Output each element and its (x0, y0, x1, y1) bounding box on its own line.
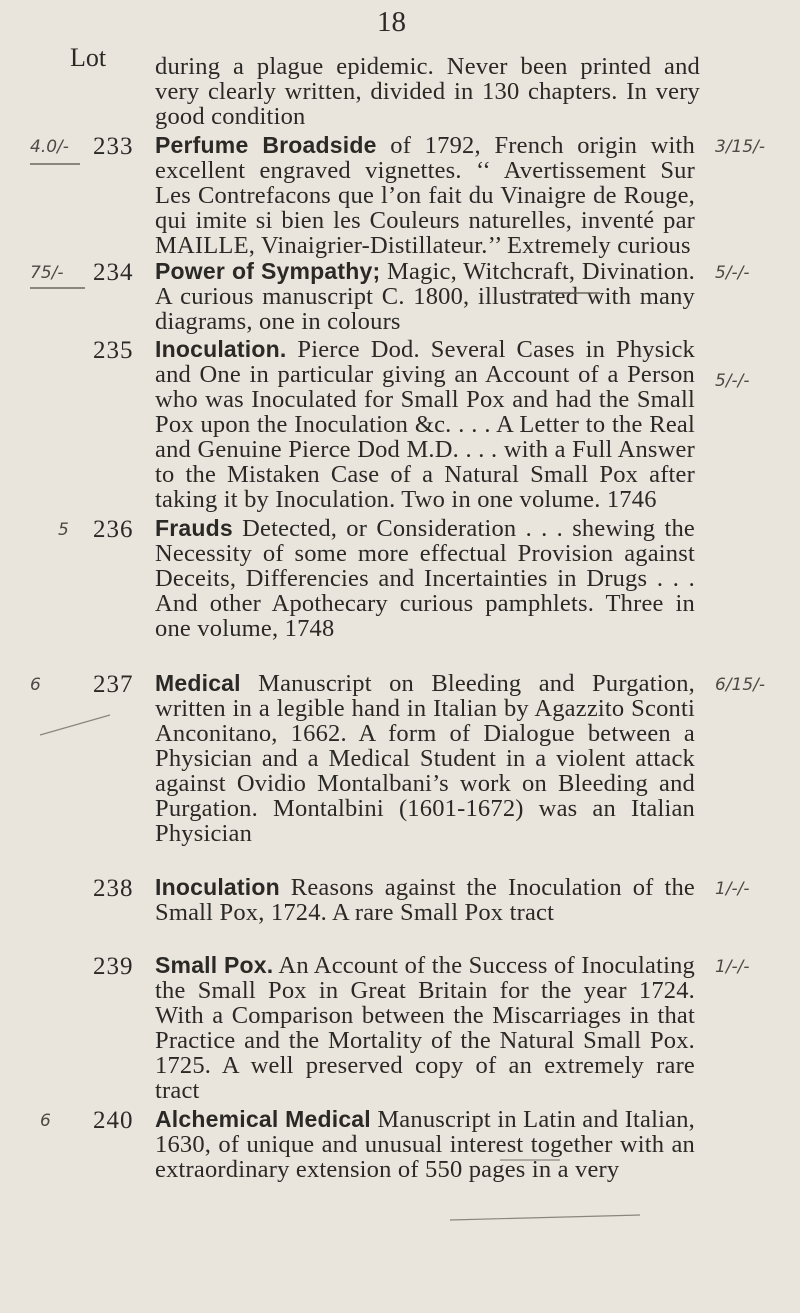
entry-body: Alchemical Medical Manuscript in Latin and Italian, 1630, of unique and unusual interest together with an extraordinary extension of 550 pages in a very (155, 1106, 695, 1183)
lot-column-label: Lot (70, 43, 107, 72)
entry-title: Small Pox. (155, 952, 274, 978)
price-note-left: 4.0/- (30, 137, 69, 157)
entry-body: Inoculation Reasons against the Inoculation of the Small Pox, 1724. A rare Small Pox tract (155, 874, 695, 926)
price-note-right: 1/-/- (715, 957, 750, 977)
lot-number: 234 (93, 259, 134, 286)
price-note-right: 3/15/- (715, 137, 766, 157)
entry-body: Frauds Detected, or Consideration . . . shewing the Necessity of some more effectual Provision against Deceits, Differencies and Incertainties in Drugs . . . And other Apothecary curious pamphlets. Three in one volume, 1748 (155, 515, 695, 642)
lot-number: 239 (93, 953, 134, 980)
lot-number: 237 (93, 671, 134, 698)
lot-number: 233 (93, 133, 134, 160)
entry-body: Perfume Broadside of 1792, French origin with excellent engraved vignettes. ‘‘ Avertissement Sur Les Contrefacons que l’on fait du Vinaigre de Rouge, qui imite si bien les Couleurs naturelles, inventé par MAILLE, Vinaigrier-Distillateur.’’ Extremely curious (155, 132, 696, 259)
entry-body: during a plague epidemic. Never been printed and very clearly written, divided in 130 chapters. In very good condition (155, 53, 700, 130)
entry-body: Medical Manuscript on Bleeding and Purgation, written in a legible hand in Italian by Agazzito Sconti Anconitano, 1662. A form of Dialogue between a Physician and a Medical Student in a violent attack against Ovidio Montalbani’s work on Bleeding and Purgation. Montalbini (1601-1672) was an Italian Physician (155, 670, 695, 847)
entry-title: Frauds (155, 515, 233, 541)
price-note-left: 6 (30, 675, 41, 695)
lot-number: 235 (93, 337, 134, 364)
price-note-right: 1/-/- (715, 879, 750, 899)
lot-number: 236 (93, 516, 134, 543)
price-note-left: 75/- (30, 263, 64, 283)
entry-body: Inoculation. Pierce Dod. Several Cases in Physick and One in particular giving an Account of a Person who was Inoculated for Small Pox and had the Small Pox upon the Inoculation &c. . . . A Letter to the Real and Genuine Pierce Dod M.D. . . . with a Full Answer to the Mistaken Case of a Natural Small Pox after taking it by Inoculation. Two in one volume. 1746 (155, 336, 695, 513)
entry-title: Inoculation (155, 874, 280, 900)
entry-title: Power of Sympathy; (155, 258, 381, 284)
entry-body: Power of Sympathy; Magic, Witchcraft, Divination. A curious manuscript C. 1800, illustrated with many diagrams, one in colours (155, 258, 695, 335)
lot-number: 238 (93, 875, 134, 902)
entry-body: Small Pox. An Account of the Success of Inoculating the Small Pox in Great Britain for the year 1724. With a Comparison between the Miscarriages in that Practice and the Mortality of the Natural Small Pox. 1725. A well preserved copy of an extremely rare tract (155, 952, 695, 1104)
price-note-right: 5/-/- (715, 263, 750, 283)
price-note-right: 6/15/- (715, 675, 766, 695)
lot-number: 240 (93, 1107, 134, 1134)
price-note-left: 6 (40, 1111, 51, 1131)
entry-title: Inoculation. (155, 336, 287, 362)
entry-title: Perfume Broadside (155, 132, 377, 158)
entry-title: Medical (155, 670, 241, 696)
page-number: 18 (377, 6, 406, 38)
price-note-right: 5/-/- (715, 371, 750, 391)
price-note-left: 5 (58, 520, 69, 540)
entry-title: Alchemical Medical (155, 1106, 371, 1132)
